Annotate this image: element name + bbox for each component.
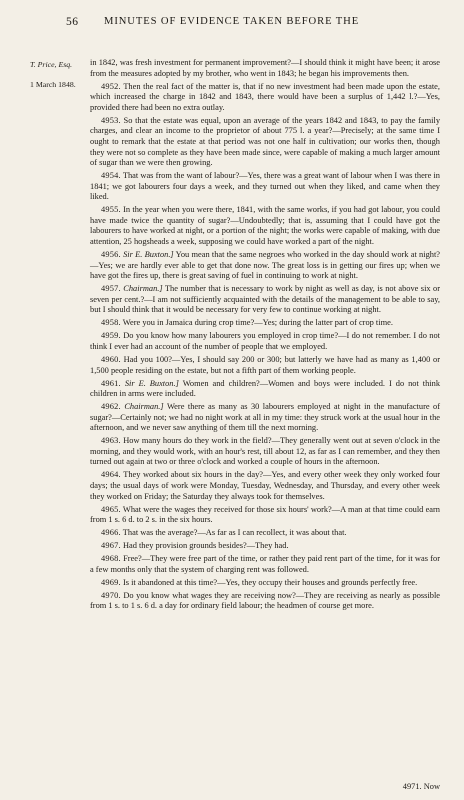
testimony-paragraph bbox=[90, 318, 440, 329]
testimony-paragraph bbox=[90, 528, 440, 539]
testimony-paragraph bbox=[90, 470, 440, 502]
question-number: 4961. bbox=[101, 378, 121, 388]
testimony-text: What were the wages they received for those six hours' work?—A man at that time could earn from 1 s. 6 d. to 2 s. in the six hours. bbox=[90, 504, 440, 525]
testimony-text: They worked about six hours in the day?—Yes, and every other week they only worked four days; the usual days of work were Monday, Tuesday, Wednesday, and Thursday, and every other week they worked on Friday; the Saturday they always took for themselves. bbox=[90, 470, 440, 501]
testimony-text: In the year when you were there, 1841, with the same works, if you had got labour, you could have made twice the quantity of sugar?—Undoubtedly; that is, assuming that I could have got the labourers to have worked at night, or a portion of the night; the works were capable of making, with due attention, 25 hogsheads a week, supposing we could have worked a part of the night. bbox=[90, 205, 440, 247]
catchword: 4971. Now bbox=[402, 782, 440, 791]
question-number: 4955. bbox=[101, 205, 121, 215]
question-number: 4965. bbox=[101, 504, 121, 514]
testimony-text: Women and children?—Women and boys were included. I do not think children in arms were included. bbox=[90, 378, 441, 399]
running-title: MINUTES OF EVIDENCE TAKEN BEFORE THE bbox=[104, 16, 360, 27]
testimony-text: Had they provision grounds besides?—They had. bbox=[122, 541, 289, 551]
testimony-text: Do you know how many labourers you employed in crop time?—I do not remember. I do not think I ever had an account of the number of people that we employed. bbox=[90, 331, 440, 351]
testimony-paragraph bbox=[90, 205, 440, 247]
testimony-paragraph bbox=[90, 591, 440, 612]
speaker-label: Sir E. Buxton.] bbox=[123, 250, 174, 260]
evidence-text bbox=[90, 58, 440, 614]
testimony-text: So that the estate was equal, upon an average of the years 1842 and 1843, to pay the family charges, and clear an income to the proprietor of about 775 l. a year?—Precisely; at the same time I ought to remark that the estate at that period was not one half in cultivation; our works then, though they were not so complete as they have been made since, were capable of making a much larger amount of sugar than we were then growing. bbox=[90, 115, 441, 168]
question-number: 4964. bbox=[101, 470, 121, 480]
testimony-paragraph bbox=[90, 436, 440, 468]
margin-date-note: 1 March 1848. bbox=[30, 80, 76, 89]
testimony-text: Had you 100?—Yes, I should say 200 or 300; but latterly we have had as many as 1,400 or 1,500 people residing on the estate, but not a fifth part of them working people. bbox=[90, 354, 440, 375]
speaker-label: Chairman.] bbox=[124, 402, 164, 412]
testimony-text: That was from the want of labour?—Yes, there was a great want of labour when I was there in 1841; we got labourers four days a week, and they turned out when they liked, and came when they liked. bbox=[90, 171, 440, 202]
testimony-text: The number that is necessary to work by night as well as day, is not above six or seven per cent.?—I am not sufficiently acquainted with the details of the management to be able to say, but I should think that it would be necessary for very few to continue working at night. bbox=[90, 284, 440, 315]
testimony-text: Is it abandoned at this time?—Yes, they occupy their houses and grounds perfectly free. bbox=[122, 577, 418, 587]
question-number: 4958. bbox=[101, 318, 121, 328]
testimony-text: You mean that the same negroes who worked in the day should work at night?—Yes; we are hardly ever able to get that done now. The great loss is in getting our fires up; when we have got the fires up, there is great saving of fuel in continuing to work at night. bbox=[90, 250, 440, 281]
testimony-paragraph bbox=[90, 250, 440, 282]
testimony-paragraph bbox=[90, 116, 440, 169]
speaker-label: Sir E. Buxton.] bbox=[124, 378, 179, 388]
question-number: 4969. bbox=[101, 577, 121, 587]
question-number: 4960. bbox=[101, 354, 121, 364]
testimony-paragraph bbox=[90, 402, 440, 434]
question-number: 4966. bbox=[101, 528, 121, 538]
speaker-label: Chairman.] bbox=[123, 284, 163, 294]
page-header bbox=[0, 16, 464, 32]
question-number: 4962. bbox=[101, 402, 121, 412]
testimony-paragraph bbox=[90, 284, 440, 316]
question-number: 4952. bbox=[101, 81, 121, 91]
question-number: 4957. bbox=[101, 284, 121, 294]
testimony-text: Then the real fact of the matter is, that if no new investment had been made upon the estate, which increased the charge in 1842 and 1843, there would have been a surplus of 1,442 l.?—Yes, provided there had been no extra outlay. bbox=[90, 81, 440, 112]
testimony-paragraph bbox=[90, 541, 440, 552]
testimony-text: Were there as many as 30 labourers employed at night in the manufacture of sugar?—Certainly not; we had no night work at all in my time: they struck work at the usual hour in the afternoon, and we never saw anything of them till the next morning. bbox=[90, 402, 441, 433]
testimony-paragraph bbox=[90, 554, 440, 575]
question-number: 4954. bbox=[101, 171, 121, 181]
testimony-text: Were you in Jamaica during crop time?—Yes; during the latter part of crop time. bbox=[122, 318, 393, 328]
testimony-paragraph bbox=[90, 505, 440, 526]
testimony-text: Do you know what wages they are receiving now?—They are receiving as nearly as possible from 1 s. to 1 s. 6 d. a day for ordinary field labour; the headmen of course get more. bbox=[90, 590, 441, 611]
testimony-paragraph bbox=[90, 355, 440, 376]
question-number: 4970. bbox=[101, 590, 121, 600]
question-number: 4956. bbox=[101, 250, 121, 260]
question-number: 4953. bbox=[101, 115, 121, 125]
testimony-paragraph bbox=[90, 331, 440, 352]
testimony-text: in 1842, was fresh investment for permanent improvement?—I should think it might have been; it arose from the measures adopted by my brother, who went in 1843; he began his improvements then. bbox=[90, 58, 440, 78]
page-number: 56 bbox=[66, 16, 79, 28]
testimony-text: That was the average?—As far as I can recollect, it was about that. bbox=[122, 528, 347, 538]
margin-witness-note: T. Price, Esq. bbox=[30, 60, 73, 69]
question-number: 4963. bbox=[101, 436, 121, 446]
question-number: 4967. bbox=[101, 541, 121, 551]
testimony-text: How many hours do they work in the field?—They generally went out at seven o'clock in the morning, and they would work, with an hour's rest, till about 12, as far as I can remember, and they then turned out again at two or three o'clock and worked a couple of hours in the afternoon. bbox=[90, 436, 441, 467]
testimony-paragraph bbox=[90, 379, 440, 400]
testimony-paragraph bbox=[90, 171, 440, 203]
testimony-paragraph bbox=[90, 82, 440, 114]
testimony-paragraph bbox=[90, 58, 440, 79]
question-number: 4959. bbox=[101, 331, 121, 341]
question-number: 4968. bbox=[101, 554, 121, 564]
testimony-paragraph bbox=[90, 578, 440, 589]
testimony-text: Free?—They were free part of the time, or rather they paid rent part of the time, for it was for a few months only that the system of charging rent was followed. bbox=[90, 554, 441, 574]
